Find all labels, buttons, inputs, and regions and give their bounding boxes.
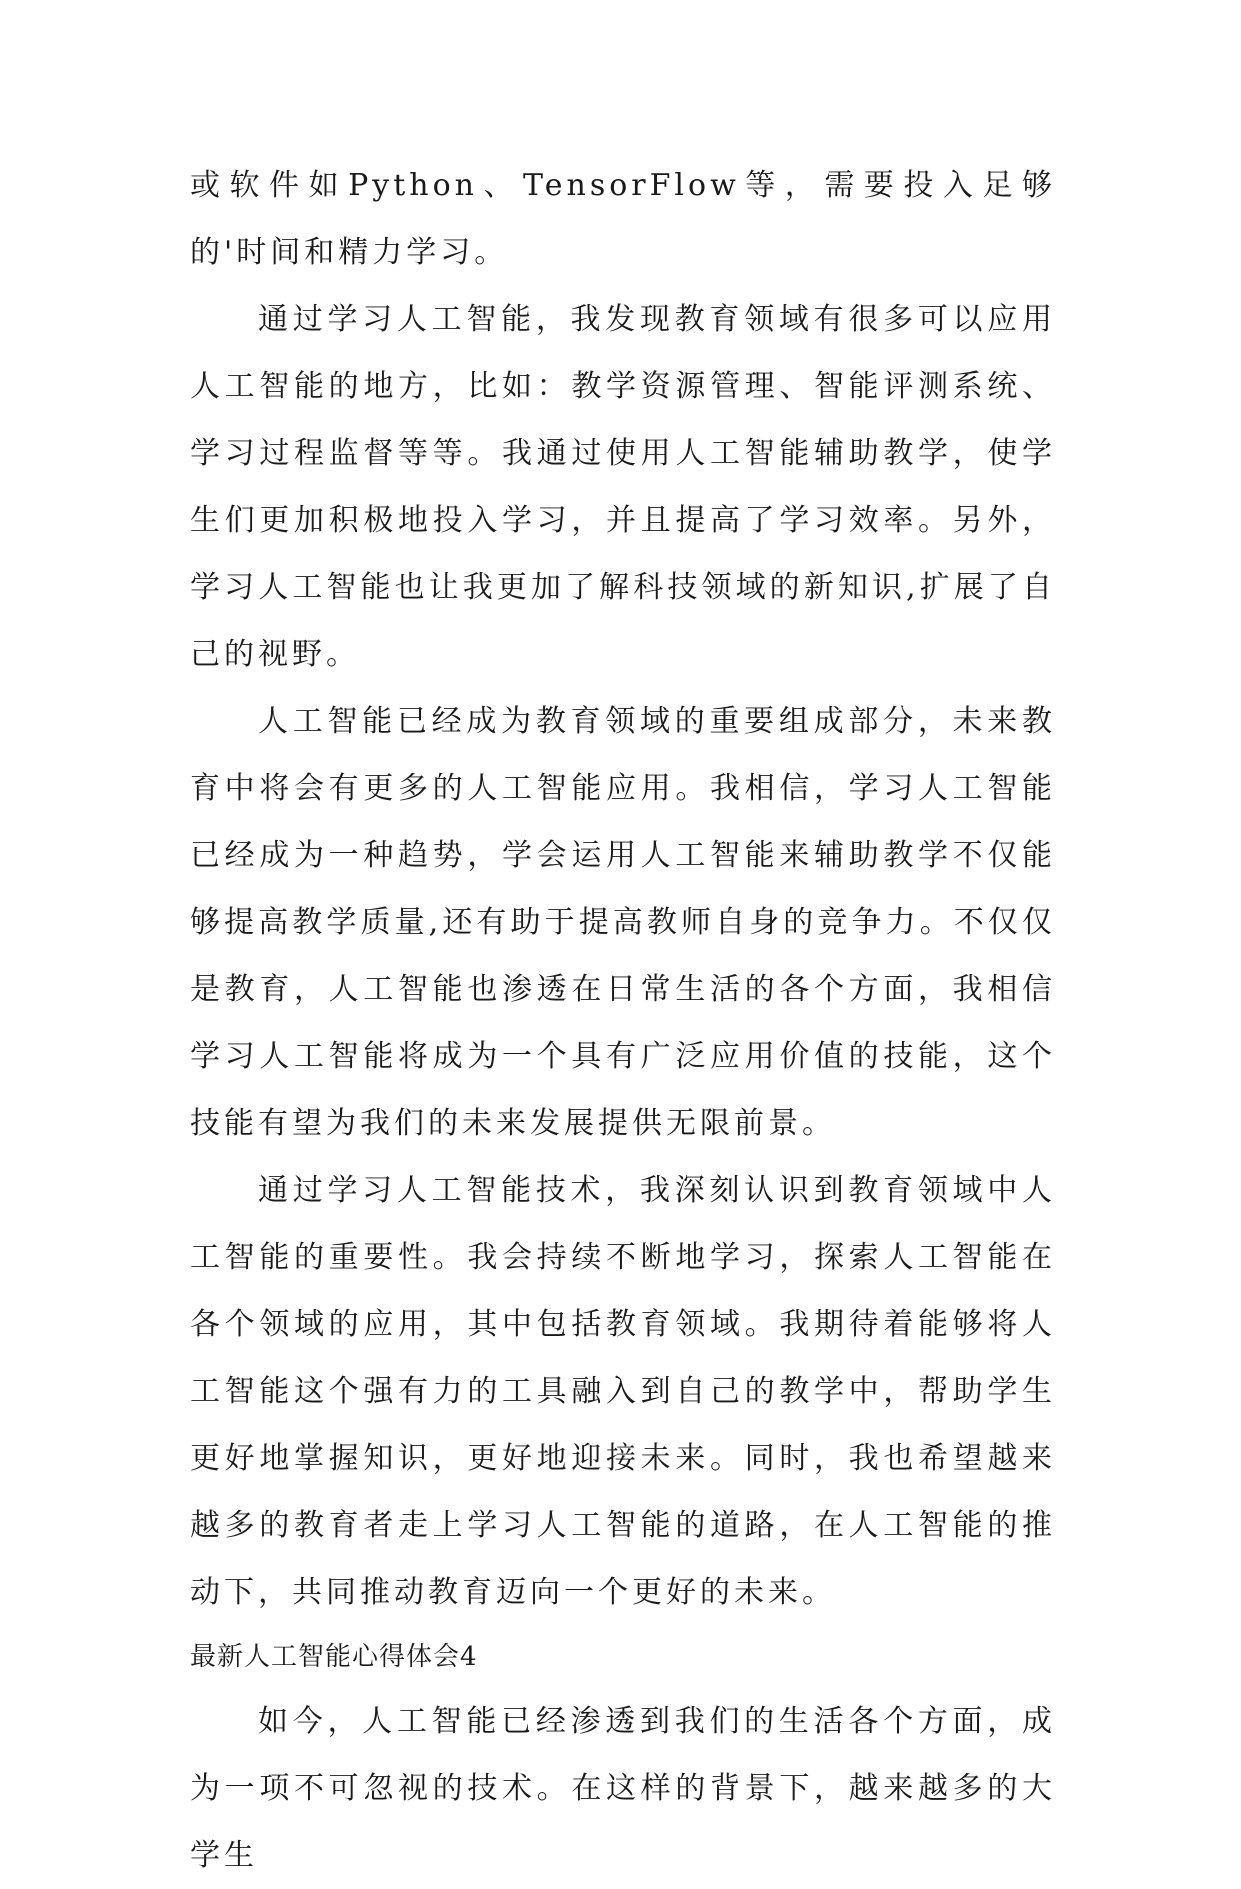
paragraph-conclusion: 通过学习人工智能技术，我深刻认识到教育领域中人工智能的重要性。我会持续不断地学习，探索人工智能在各个领域的应用，其中包括教育领域。我期待着能够将人工智能这个强有力的工具融入到自己的教学中，帮助学生更好地掌握知识，更好地迎接未来。同时，我也希望越来越多的教育者走上学习人工智能的道路，在人工智能的推动下，共同推动教育迈向一个更好的未来。 (190, 1173, 1056, 1610)
paragraph-section-4-intro: 如今，人工智能已经渗透到我们的生活各个方面，成为一项不可忽视的技术。在这样的背景下，越来越多的大学生 (190, 1704, 1056, 1873)
document-page (190, 152, 1056, 1889)
section-heading: 最新人工智能心得体会4 (190, 1642, 478, 1672)
paragraph-ai-trend: 人工智能已经成为教育领域的重要组成部分，未来教育中将会有更多的人工智能应用。我相信，学习人工智能已经成为一种趋势，学会运用人工智能来辅助教学不仅能够提高教学质量,还有助于提高教师自身的竞争力。不仅仅是教育，人工智能也渗透在日常生活的各个方面，我相信学习人工智能将成为一个具有广泛应用价值的技能，这个技能有望为我们的未来发展提供无限前景。 (190, 704, 1056, 1141)
paragraph-continuation: 或软件如Python、TensorFlow等，需要投入足够的'时间和精力学习。 (190, 168, 1056, 270)
paragraph-ai-in-education: 通过学习人工智能，我发现教育领域有很多可以应用人工智能的地方，比如：教学资源管理、智能评测系统、学习过程监督等等。我通过使用人工智能辅助教学，使学生们更加积极地投入学习，并且提高了学习效率。另外，学习人工智能也让我更加了解科技领域的新知识,扩展了自己的视野。 (190, 302, 1056, 672)
